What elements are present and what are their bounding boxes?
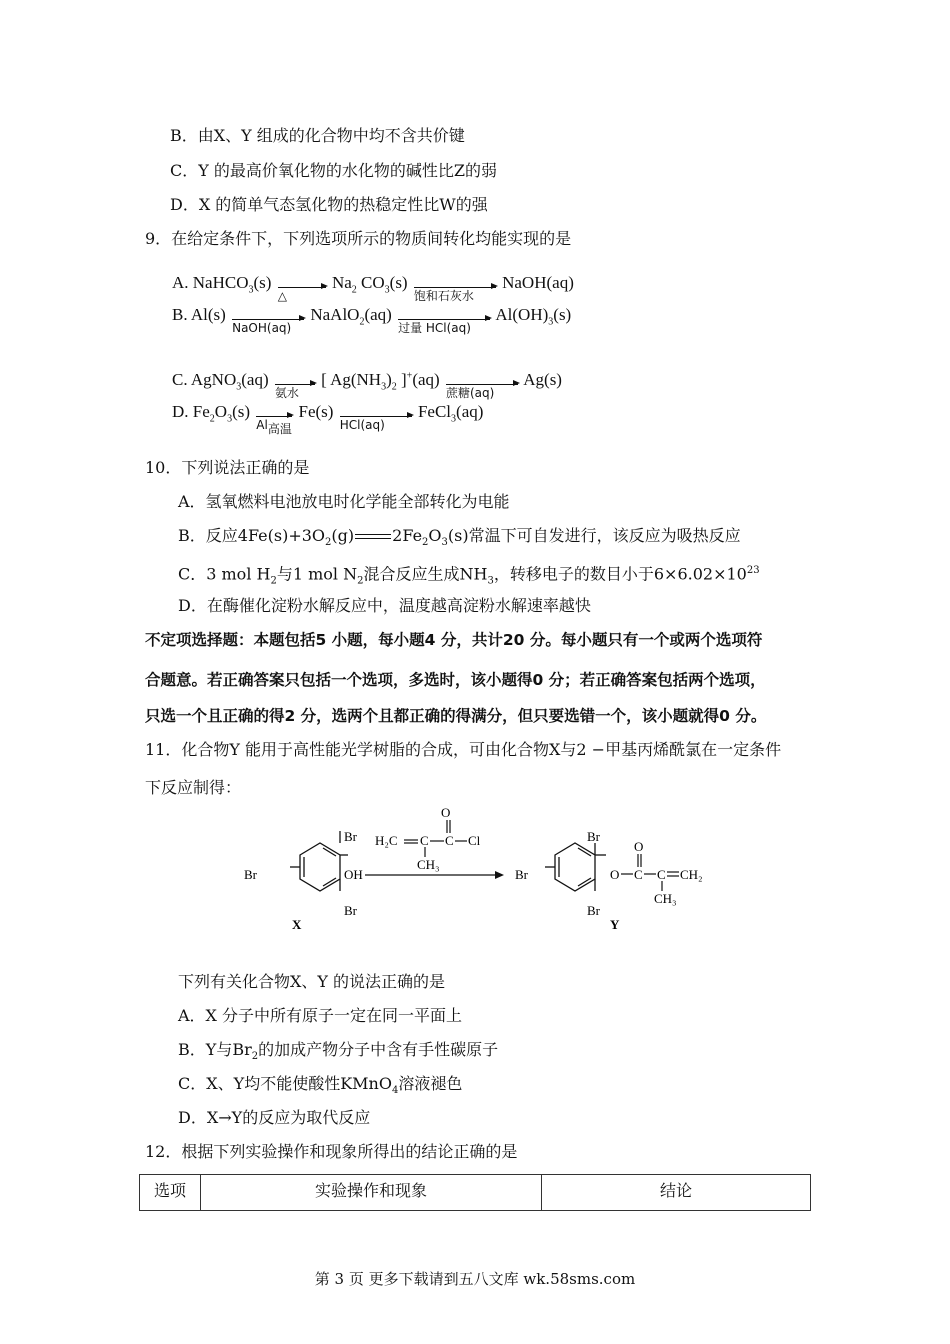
header-operation: 实验操作和现象 bbox=[201, 1175, 542, 1211]
x-br-top: Br bbox=[344, 829, 357, 844]
reaction-scheme bbox=[230, 805, 750, 940]
reagent-ch3: CH₃ bbox=[417, 857, 440, 872]
reagent-cl: Cl bbox=[468, 833, 481, 848]
x-br-left: Br bbox=[244, 867, 257, 882]
x-oh: OH bbox=[344, 867, 363, 882]
q9-option-d: D. $Fe_2O_3(s)$ Al高温 Fe(s) HCl(aq) FeCl$_3$(aq) bbox=[172, 402, 484, 436]
q9-stem: 9．在给定条件下，下列选项所示的物质间转化均能实现的是 bbox=[145, 229, 572, 248]
benzene-ring-y bbox=[545, 843, 606, 891]
q9-option-c: C. AgNO$_3$(aq) 氨水 [ $Ag(NH_3)_2$ ]+(aq) 蔗糖(aq) Ag(s) bbox=[172, 370, 562, 400]
y-c2: C bbox=[657, 867, 666, 882]
page-footer: 第 3 页 更多下载请到五八文库 wk.58sms.com bbox=[314, 1270, 636, 1288]
q8-option-b: B．由X、Y 组成的化合物中均不含共价键 bbox=[170, 126, 465, 145]
q11-stem-line-2: 下反应制得： bbox=[145, 778, 242, 797]
reagent-c2: C bbox=[445, 833, 454, 848]
instructions-line-3: 只选一个且正确的得2 分，选两个且都正确的得满分，但只要选错一个，该小题就得0 分。 bbox=[145, 707, 767, 725]
header-option: 选项 bbox=[140, 1175, 201, 1211]
x-br-bottom: Br bbox=[344, 903, 357, 918]
instructions-line-2: 合题意。若正确答案只包括一个选项，多选时，该小题得0 分；若正确答案包括两个选项， bbox=[145, 671, 766, 689]
label-y: Y bbox=[610, 917, 620, 932]
q8-option-d: D．X 的简单气态氢化物的热稳定性比W的强 bbox=[170, 195, 488, 214]
q11-option-a: A．X 分子中所有原子一定在同一平面上 bbox=[178, 1006, 463, 1025]
y-o-ester: O bbox=[610, 867, 620, 882]
q12-stem: 12．根据下列实验操作和现象所得出的结论正确的是 bbox=[145, 1142, 518, 1161]
q10-stem: 10．下列说法正确的是 bbox=[145, 458, 310, 477]
y-br-left: Br bbox=[515, 867, 528, 882]
q11-sub-stem: 下列有关化合物X、Y 的说法正确的是 bbox=[178, 972, 446, 991]
q11-option-d: D．X→Y的反应为取代反应 bbox=[178, 1108, 371, 1127]
y-br-bottom: Br bbox=[587, 903, 600, 918]
equals-sign bbox=[355, 534, 391, 539]
y-o-carbonyl: O bbox=[634, 839, 644, 854]
q11-option-c: C．X、Y均不能使酸性KMnO$_4$溶液褪色 bbox=[178, 1074, 463, 1097]
reagent-c1: C bbox=[420, 833, 429, 848]
q10-option-d: D．在酶催化淀粉水解反应中，温度越高淀粉水解速率越快 bbox=[178, 596, 591, 615]
reagent-h2c: H₂C bbox=[375, 833, 398, 848]
y-ch2: CH₂ bbox=[680, 867, 703, 882]
y-ch3: CH₃ bbox=[654, 891, 677, 906]
y-br-top: Br bbox=[587, 829, 600, 844]
y-c1: C bbox=[634, 867, 643, 882]
instructions-line-1: 不定项选择题：本题包括5 小题，每小题4 分，共计20 分。每小题只有一个或两个选项符 bbox=[145, 631, 763, 649]
label-x: X bbox=[292, 917, 302, 932]
q10-option-a: A．氢氧燃料电池放电时化学能全部转化为电能 bbox=[178, 492, 510, 511]
q11-stem-line-1: 11．化合物Y 能用于高性能光学树脂的合成，可由化合物X与2 −甲基丙烯酰氯在一定条件 bbox=[145, 740, 782, 759]
q10-option-c: C．3 mol $H_2$与1 mol $N_2$混合反应生成$NH_3$，转移电子的数目小于$6\times 6.02\times 10^{23}$ bbox=[178, 564, 760, 587]
q9-option-b: B. Al(s) NaOH(aq) NaAlO$_2$(aq) 过量 HCl(aq) $Al(OH)_3(s)$ bbox=[172, 305, 572, 335]
q10-option-b: B．反应$4Fe(s)+3O_2(g)$ $2Fe_2O_3(s)$常温下可自发进行，该反应为吸热反应 bbox=[178, 526, 741, 549]
heat-symbol: △ bbox=[277, 288, 287, 303]
q8-option-c: C．Y 的最高价氧化物的水化物的碱性比Z的弱 bbox=[170, 161, 498, 180]
table-header-row bbox=[140, 1175, 811, 1211]
benzene-ring-x bbox=[290, 831, 348, 891]
reagent-o: O bbox=[441, 805, 451, 820]
q11-option-b: B．Y与$Br_2$的加成产物分子中含有手性碳原子 bbox=[178, 1040, 499, 1063]
header-conclusion: 结论 bbox=[542, 1175, 811, 1211]
q12-table bbox=[139, 1174, 811, 1211]
q9-option-a: A. NaHCO$_3$(s) △ $Na_2$ $CO_3(s)$ 饱和石灰水 NaOH(aq) bbox=[172, 273, 574, 303]
